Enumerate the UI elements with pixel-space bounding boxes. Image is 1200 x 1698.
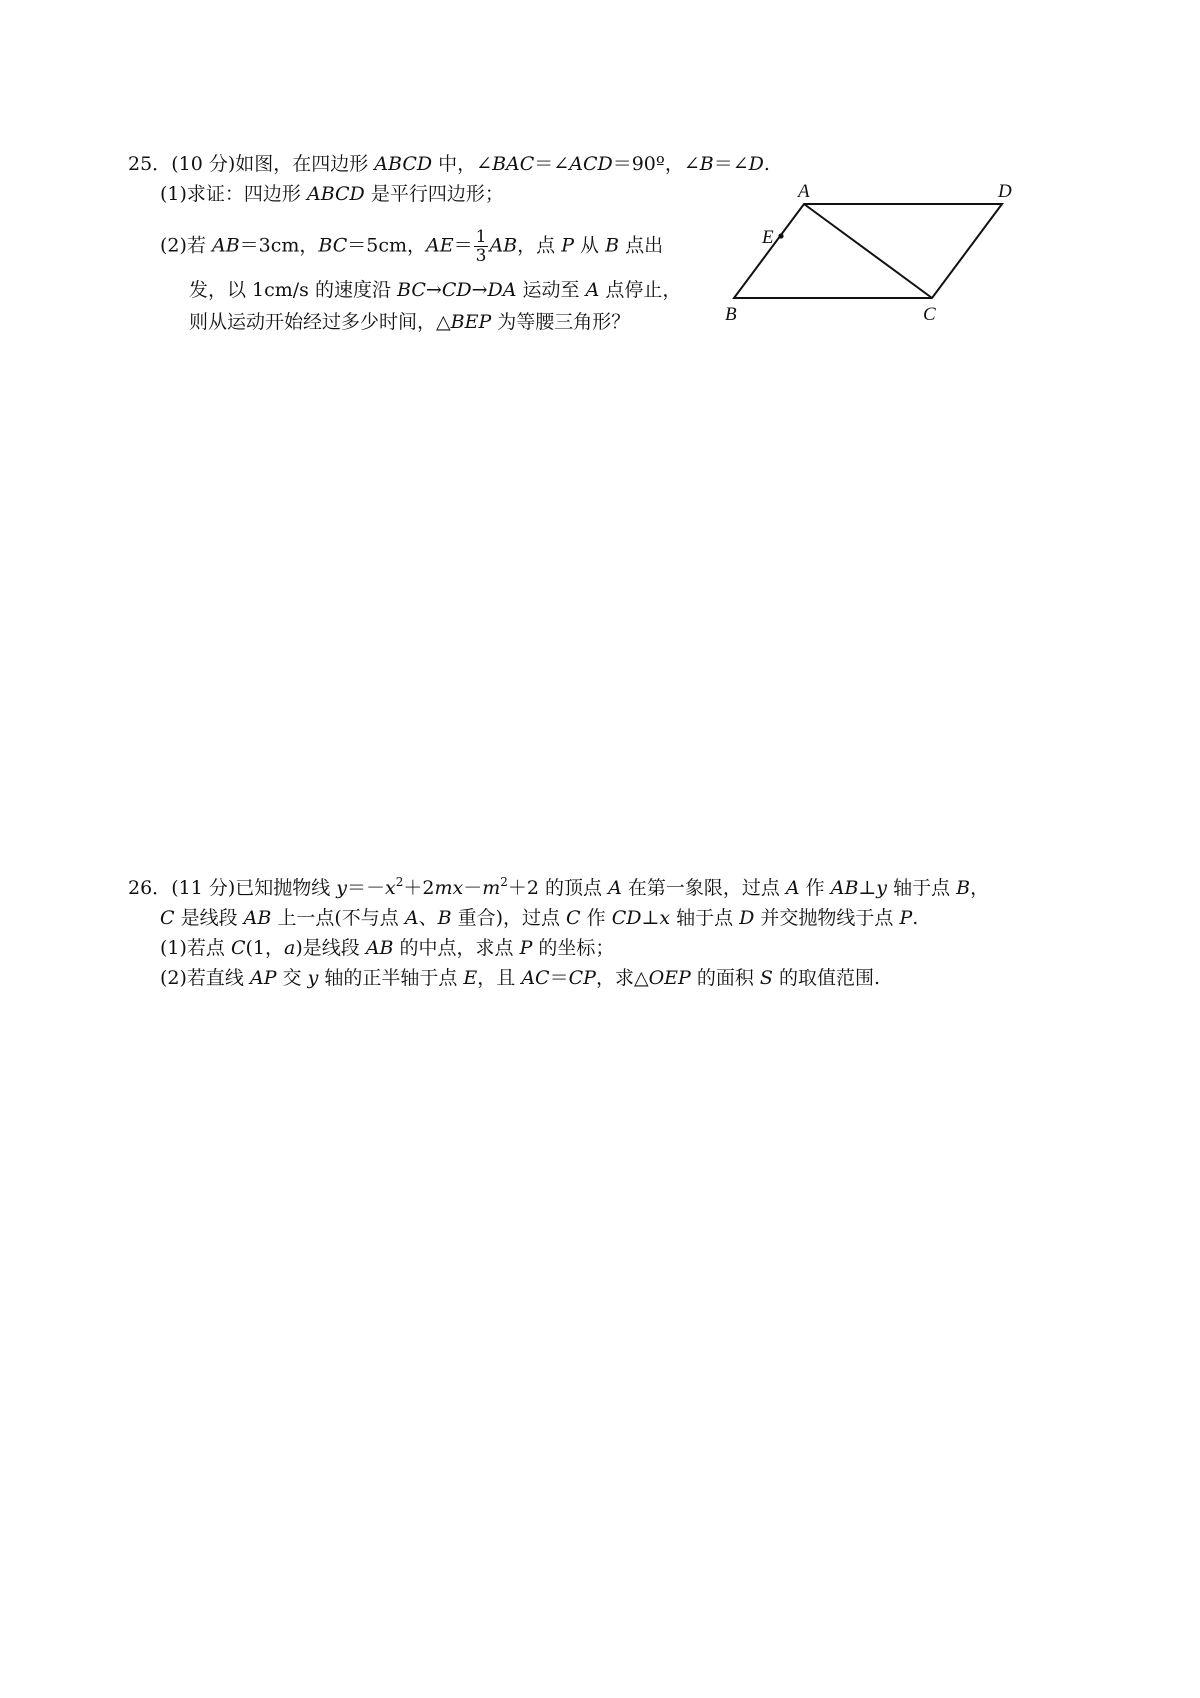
q26-text: . <box>912 907 919 929</box>
q26-number: 26． <box>128 877 172 899</box>
parallelogram-figure <box>720 180 1040 330</box>
q26-text: ，且 <box>477 967 522 989</box>
q26-text: 的坐标； <box>532 937 615 959</box>
q25-part1-text: 是平行四边形； <box>364 183 504 205</box>
q26-text: 已知抛物线 <box>235 877 337 899</box>
q25-stem-text: ＝90º，∠ <box>612 153 700 175</box>
q26-text: ＋2 的顶点 <box>507 877 609 899</box>
q25-var: AB <box>489 234 518 257</box>
q25-part2-text: 则从运动开始经过多少时间，△ <box>189 311 451 333</box>
fraction-numerator: 1 <box>475 227 487 247</box>
q26-var: mx <box>434 877 464 899</box>
q26-text: 轴于点 <box>670 907 740 929</box>
q26-var: AB <box>830 877 859 899</box>
q26-text: 轴于点 <box>887 877 957 899</box>
q26-part2-label: (2) <box>160 967 187 989</box>
q25-var: BC <box>397 279 426 301</box>
label-b: B <box>725 304 737 325</box>
q26-var: AB <box>243 907 272 929</box>
q25-part2-line3 <box>189 310 630 334</box>
q26-text: ，求△ <box>595 967 649 989</box>
point-e <box>778 233 783 238</box>
q25-part2-text: ＝3cm， <box>239 234 319 257</box>
q26-var: B <box>437 907 452 929</box>
q25-part2-text: 发，以 1cm/s 的速度沿 <box>189 279 398 301</box>
q26-text: 若直线 <box>186 967 250 989</box>
diagonal-ac <box>804 204 932 298</box>
fraction-denominator: 3 <box>475 246 487 266</box>
q26-var: CD <box>611 907 642 929</box>
q26-text: 若点 <box>186 937 231 959</box>
q26-text: ＝－ <box>347 877 386 899</box>
label-c: C <box>923 304 936 325</box>
label-e: E <box>762 227 774 248</box>
q25-var: ABCD <box>374 153 433 175</box>
q25-part2-text: 点停止， <box>599 279 682 301</box>
q26-var: CP <box>568 967 596 989</box>
arrow-right-icon: → <box>471 279 488 301</box>
q25-part2-text: 为等腰三角形？ <box>491 311 631 333</box>
q25-stem-text: . <box>763 153 770 175</box>
q26-var: S <box>759 967 773 989</box>
q25-var: BAC <box>492 153 535 175</box>
q26-text: 交 <box>276 967 308 989</box>
fraction-one-third <box>474 228 489 265</box>
q25-part2-text: 点出 <box>619 234 664 257</box>
q26-var: y <box>336 877 348 899</box>
q26-var: x <box>659 907 671 929</box>
q26-var: D <box>739 907 755 929</box>
q25-part2-text: 从 <box>573 234 606 257</box>
q26-superscript: 2 <box>395 875 404 889</box>
q26-part1 <box>160 936 614 960</box>
q25-part2-line1 <box>160 228 663 265</box>
label-a: A <box>798 181 810 202</box>
q26-text: 、 <box>418 907 438 929</box>
q26-part2 <box>160 966 880 990</box>
q25-number: 25． <box>128 153 172 175</box>
q25-var: D <box>748 153 764 175</box>
q25-part1-label: (1) <box>160 183 187 205</box>
q25-var: ABCD <box>306 183 365 205</box>
q26-var: P <box>519 937 533 959</box>
q26-text: 作 <box>580 907 612 929</box>
q26-points: (11 分) <box>171 877 236 899</box>
q25-var: AB <box>211 234 240 257</box>
q26-text: ， <box>970 877 990 899</box>
q26-var: C <box>160 907 175 929</box>
q26-var: AP <box>249 967 277 989</box>
q25-var: DA <box>487 279 517 301</box>
q25-part2-text: ，点 <box>517 234 562 257</box>
q26-var: AB <box>365 937 394 959</box>
q26-text: 的中点，求点 <box>393 937 520 959</box>
q25-var: AE <box>426 234 454 257</box>
q25-var: B <box>605 234 620 257</box>
q25-part2-text: 运动至 <box>516 279 586 301</box>
q26-var: m <box>482 877 501 899</box>
q25-points: (10 分) <box>171 153 236 175</box>
q26-text: 在第一象限，过点 <box>621 877 786 899</box>
q25-var: A <box>585 279 600 301</box>
q26-text: ⊥ <box>858 877 877 899</box>
q25-stem-text: ＝∠ <box>534 153 570 175</box>
q26-var: C <box>230 937 246 959</box>
q26-var: C <box>566 907 581 929</box>
q26-text: ＝ <box>549 967 569 989</box>
q25-stem-text: 中，∠ <box>432 153 493 175</box>
q26-line2 <box>160 906 918 930</box>
q26-var: A <box>785 877 800 899</box>
q26-var: A <box>404 907 419 929</box>
q26-var: y <box>876 877 888 899</box>
q26-var: E <box>463 967 478 989</box>
q26-text: 并交抛物线于点 <box>754 907 900 929</box>
q25-part2-line2 <box>189 278 681 302</box>
q26-var: P <box>899 907 913 929</box>
q26-text: 上一点(不与点 <box>271 907 405 929</box>
q25-part1 <box>160 182 504 206</box>
q26-text: )是线段 <box>295 937 366 959</box>
q25-var: B <box>699 153 714 175</box>
q26-text: 重合)，过点 <box>451 907 567 929</box>
q26-var: y <box>307 967 319 989</box>
q26-var: OEP <box>648 967 691 989</box>
q26-text: 作 <box>799 877 831 899</box>
q25-part2-text: ＝ <box>453 234 473 257</box>
q25-var: CD <box>441 279 472 301</box>
q25-part1-text: 求证：四边形 <box>186 183 307 205</box>
q26-text: (1， <box>245 937 285 959</box>
q26-text: 的取值范围. <box>772 967 881 989</box>
q26-text: 的面积 <box>690 967 760 989</box>
q25-var: ACD <box>569 153 613 175</box>
q25-var: BC <box>318 234 348 257</box>
q26-superscript: 2 <box>500 875 508 889</box>
arrow-right-icon: → <box>425 279 442 301</box>
q26-var: A <box>608 877 622 899</box>
q26-text: － <box>463 877 483 899</box>
q25-part2-text: ＝5cm， <box>347 234 427 257</box>
q25-var: BEP <box>450 311 492 333</box>
q26-var: a <box>284 937 296 959</box>
q26-part1-label: (1) <box>160 937 187 959</box>
q25-part2-text: 若 <box>186 234 212 257</box>
label-d: D <box>998 181 1012 202</box>
q25-var: P <box>561 234 574 257</box>
q25-stem-text: ＝∠ <box>713 153 749 175</box>
q25-stem-text: 如图，在四边形 <box>235 153 375 175</box>
q26-line1 <box>128 876 989 900</box>
q25-stem <box>128 152 770 176</box>
q26-var: x <box>385 877 396 899</box>
q25-part2-label: (2) <box>160 234 187 257</box>
parallelogram-shape <box>734 204 1002 298</box>
q26-text: ＋2 <box>403 877 435 899</box>
q26-var: B <box>956 877 971 899</box>
q26-text: ⊥ <box>641 907 660 929</box>
q26-var: AC <box>521 967 550 989</box>
q26-text: 轴的正半轴于点 <box>318 967 464 989</box>
q26-text: 是线段 <box>174 907 244 929</box>
